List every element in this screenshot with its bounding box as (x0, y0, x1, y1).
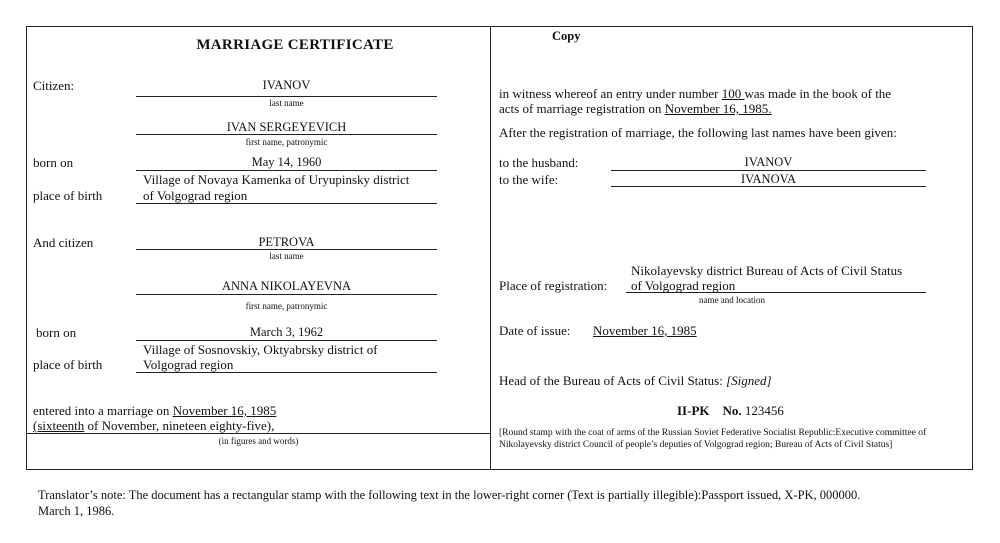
marriage-date-line (33, 403, 276, 419)
wife-new-name: IVANOVA (740, 172, 797, 186)
husband-last-name-caption: last name (269, 98, 304, 108)
wife-new-name-line (611, 186, 926, 187)
marriage-words-line (33, 418, 274, 434)
place-line2: of Volgograd region (631, 278, 736, 293)
issue-date: November 16, 1985 (593, 323, 697, 338)
marriage-date: November 16, 1985 (172, 403, 277, 418)
entry-number: 100 (721, 86, 745, 101)
series: II-PK (677, 403, 710, 418)
head-label: Head of the Bureau of Acts of Civil Status: (499, 373, 723, 388)
column-divider (490, 26, 491, 470)
witness-line2 (499, 101, 772, 117)
husband-place-of-birth-label: place of birth (33, 188, 103, 203)
round-stamp-text: [Round stamp with the coat of arms of the Russian Soviet Federative Socialist Republic:Executive committee of Nikolayevsky district Council of people’s deputies of Volgograd region; Bureau of Acts of Civil Status] (499, 428, 927, 450)
witness-line1 (499, 86, 891, 102)
husband-birthplace-line2: of Volgograd region (143, 188, 248, 203)
wife-first-name-caption: first name, patronymic (245, 301, 328, 311)
place-caption: name and location (699, 295, 765, 305)
wife-first-name-line (136, 294, 437, 295)
husband-birthplace-line1: Village of Novaya Kamenka of Uryupinsky district (143, 172, 410, 187)
marriage-prefix: entered into a marriage on (33, 403, 173, 418)
copy-label: Copy (552, 29, 581, 43)
husband-label: to the husband: (499, 155, 579, 170)
series-number (677, 403, 784, 419)
citizen-label: Citizen: (33, 78, 75, 93)
husband-first-name-caption: first name, patronymic (245, 137, 328, 147)
wife-last-name-caption: last name (269, 251, 304, 261)
witness-text-c: acts of marriage registration on (499, 101, 665, 116)
witness-text-b: was made in the book of the (744, 86, 892, 101)
wife-first-name: ANNA NIKOLAYEVNA (221, 279, 352, 293)
husband-first-name: IVAN SERGEYEVICH (226, 120, 347, 134)
after-registration-text: After the registration of marriage, the following last names have been given: (499, 125, 897, 140)
husband-born-on-label: born on (33, 155, 74, 170)
wife-birth-date-line (136, 340, 437, 341)
wife-birthplace-line2: Volgograd region (143, 357, 234, 372)
husband-new-name-line (611, 170, 926, 171)
husband-new-name: IVANOV (744, 155, 793, 169)
registration-date: November 16, 1985. (664, 101, 772, 116)
wife-last-name: PETROVA (258, 235, 315, 249)
husband-birthplace-line (136, 203, 437, 204)
husband-first-name-line (136, 134, 437, 135)
and-citizen-label: And citizen (33, 235, 94, 250)
head-signed: [Signed] (726, 373, 772, 388)
wife-birth-date: March 3, 1962 (249, 325, 324, 339)
translator-note-line1: Translator’s note: The document has a rectangular stamp with the following text in the lower-right corner (Text is partially illegible):Passport issued, X-PK, 000000. (38, 488, 861, 502)
translator-note-line2: March 1, 1986. (38, 504, 115, 518)
wife-birthplace-line1: Village of Sosnovskiy, Oktyabrsky district of (143, 342, 378, 357)
witness-text-a: in witness whereof an entry under number (499, 86, 722, 101)
issue-label: Date of issue: (499, 323, 571, 338)
number-label: No. (722, 403, 742, 418)
place-label: Place of registration: (499, 278, 608, 293)
husband-birth-date: May 14, 1960 (251, 155, 322, 169)
wife-label: to the wife: (499, 172, 559, 187)
wife-last-name-line (136, 249, 437, 250)
figures-caption: (in figures and words) (218, 436, 299, 446)
husband-last-name: IVANOV (262, 78, 311, 92)
marriage-words-underlined: (sixteenth (33, 418, 85, 433)
marriage-words-rest: of November, nineteen eighty-five), (84, 418, 275, 433)
husband-birth-date-line (136, 170, 437, 171)
certificate-title: MARRIAGE CERTIFICATE (196, 37, 394, 53)
certificate-number: 123456 (744, 403, 784, 418)
place-line (626, 292, 926, 293)
place-line1: Nikolayevsky district Bureau of Acts of Civil Status (631, 263, 903, 278)
wife-place-of-birth-label: place of birth (33, 357, 103, 372)
head-line (499, 373, 772, 389)
wife-birthplace-line (136, 372, 437, 373)
husband-last-name-line (136, 96, 437, 97)
wife-born-on-label: born on (36, 325, 77, 340)
